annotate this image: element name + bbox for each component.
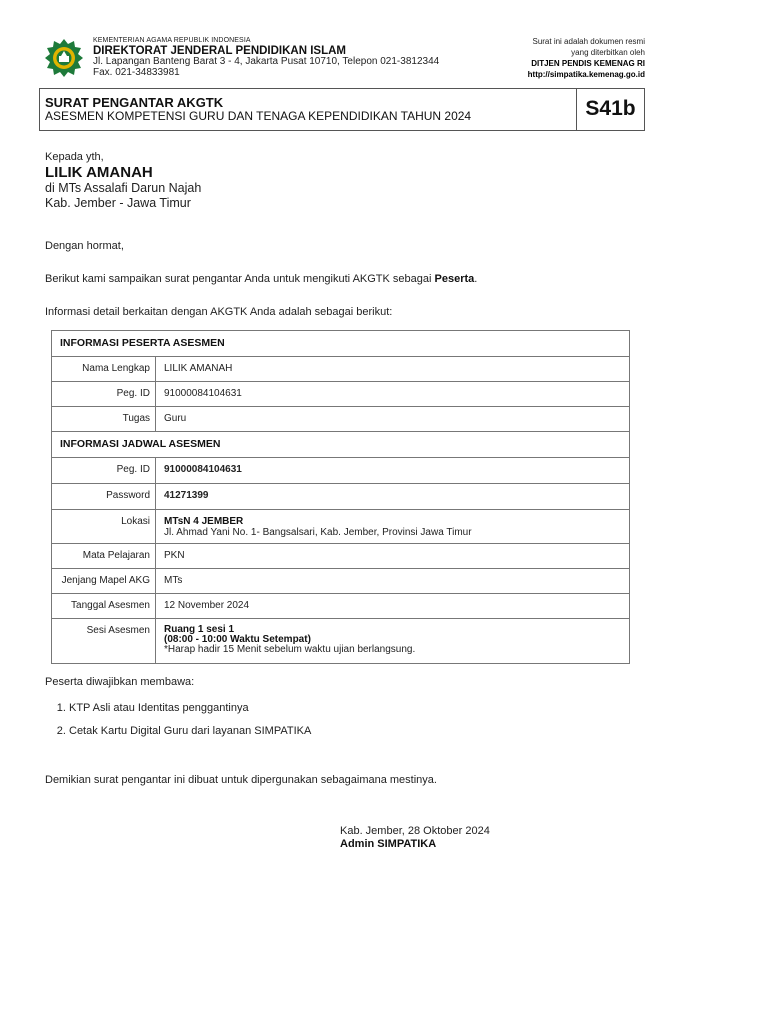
pegid-value: 91000084104631 [156, 382, 630, 407]
schedule-section-title: INFORMASI JADWAL ASESMEN [52, 432, 630, 458]
official-note [445, 36, 645, 80]
note-line-3: DITJEN PENDIS KEMENAG RI [531, 59, 645, 68]
location-value [156, 510, 630, 544]
location-name: MTsN 4 JEMBER [164, 516, 244, 527]
date-label: Tanggal Asesmen [52, 594, 156, 619]
table-row [52, 484, 630, 510]
pegid-label: Peg. ID [52, 382, 156, 407]
level-label: Jenjang Mapel AKG [52, 569, 156, 594]
bring-list [45, 702, 645, 748]
task-value: Guru [156, 407, 630, 432]
emblem-icon [44, 38, 84, 78]
schedule-section-row [52, 432, 630, 458]
subject-value: PKN [156, 544, 630, 569]
session-note: *Harap hadir 15 Menit sebelum waktu ujian berlangsung. [164, 644, 416, 655]
signer-name: Admin SIMPATIKA [340, 838, 437, 850]
participant-section-row [52, 331, 630, 357]
place-date: Kab. Jember, 28 Oktober 2024 [340, 825, 490, 837]
address-line: Jl. Lapangan Banteng Barat 3 - 4, Jakarta Pusat 10710, Telepon 021-3812344 [93, 56, 440, 67]
name-value: LILIK AMANAH [156, 357, 630, 382]
document-subtitle: ASESMEN KOMPETENSI GURU DAN TENAGA KEPENDIDIKAN TAHUN 2024 [45, 109, 472, 123]
location-address: Jl. Ahmad Yani No. 1- Bangsalsari, Kab. Jember, Provinsi Jawa Timur [164, 527, 472, 538]
date-value: 12 November 2024 [156, 594, 630, 619]
detail-intro: Informasi detail berkaitan dengan AKGTK Anda adalah sebagai berikut: [45, 306, 393, 318]
closing-paragraph: Demikian surat pengantar ini dibuat untuk dipergunakan sebagaimana mestinya. [45, 774, 437, 786]
level-value: MTs [156, 569, 630, 594]
note-line-1: Surat ini adalah dokumen resmi [532, 37, 645, 46]
kemenag-logo [44, 38, 84, 83]
task-label: Tugas [52, 407, 156, 432]
schedule-pegid-label: Peg. ID [52, 458, 156, 484]
session-value [156, 619, 630, 664]
participant-role: Peserta [434, 273, 475, 285]
session-time: (08:00 - 10:00 Waktu Setempat) [164, 634, 311, 645]
session-label: Sesi Asesmen [52, 619, 156, 664]
fax-line: Fax. 021-34833981 [93, 67, 180, 78]
session-room: Ruang 1 sesi 1 [164, 624, 235, 635]
password-value: 41271399 [156, 484, 630, 510]
schedule-pegid-value: 91000084104631 [156, 458, 630, 484]
participant-section-title: INFORMASI PESERTA ASESMEN [52, 331, 630, 357]
table-row [52, 569, 630, 594]
directorate-name: DIREKTORAT JENDERAL PENDIDIKAN ISLAM [93, 45, 347, 57]
subject-label: Mata Pelajaran [52, 544, 156, 569]
name-label: Nama Lengkap [52, 357, 156, 382]
document-code: S41b [585, 97, 636, 120]
title-box [39, 88, 577, 131]
table-row [52, 458, 630, 484]
note-line-2: yang diterbitkan oleh [571, 48, 645, 57]
table-row [52, 544, 630, 569]
recipient-institution: di MTs Assalafi Darun Najah [45, 181, 202, 195]
greeting: Kepada yth, [45, 151, 104, 163]
bring-intro: Peserta diwajibkan membawa: [45, 676, 195, 688]
ministry-name: KEMENTERIAN AGAMA REPUBLIK INDONESIA [93, 37, 251, 44]
intro-paragraph: Berikut kami sampaikan surat pengantar Anda untuk mengikuti AKGTK sebagai Peserta. [45, 273, 478, 285]
table-row [52, 407, 630, 432]
assessment-info-table [51, 330, 630, 664]
document-title: SURAT PENGANTAR AKGTK [45, 95, 224, 110]
salutation: Dengan hormat, [45, 240, 124, 252]
recipient-name: LILIK AMANAH [45, 164, 153, 181]
table-row [52, 619, 630, 664]
table-row [52, 357, 630, 382]
table-row [52, 510, 630, 544]
note-line-4: http://simpatika.kemenag.go.id [527, 70, 645, 79]
recipient-region: Kab. Jember - Jawa Timur [45, 196, 191, 210]
table-row [52, 382, 630, 407]
code-box [576, 88, 645, 131]
list-item: 2. Cetak Kartu Digital Guru dari layanan SIMPATIKA [69, 725, 645, 737]
table-row [52, 594, 630, 619]
list-item: 1. KTP Asli atau Identitas penggantinya [69, 702, 645, 714]
password-label: Password [52, 484, 156, 510]
location-label: Lokasi [52, 510, 156, 544]
